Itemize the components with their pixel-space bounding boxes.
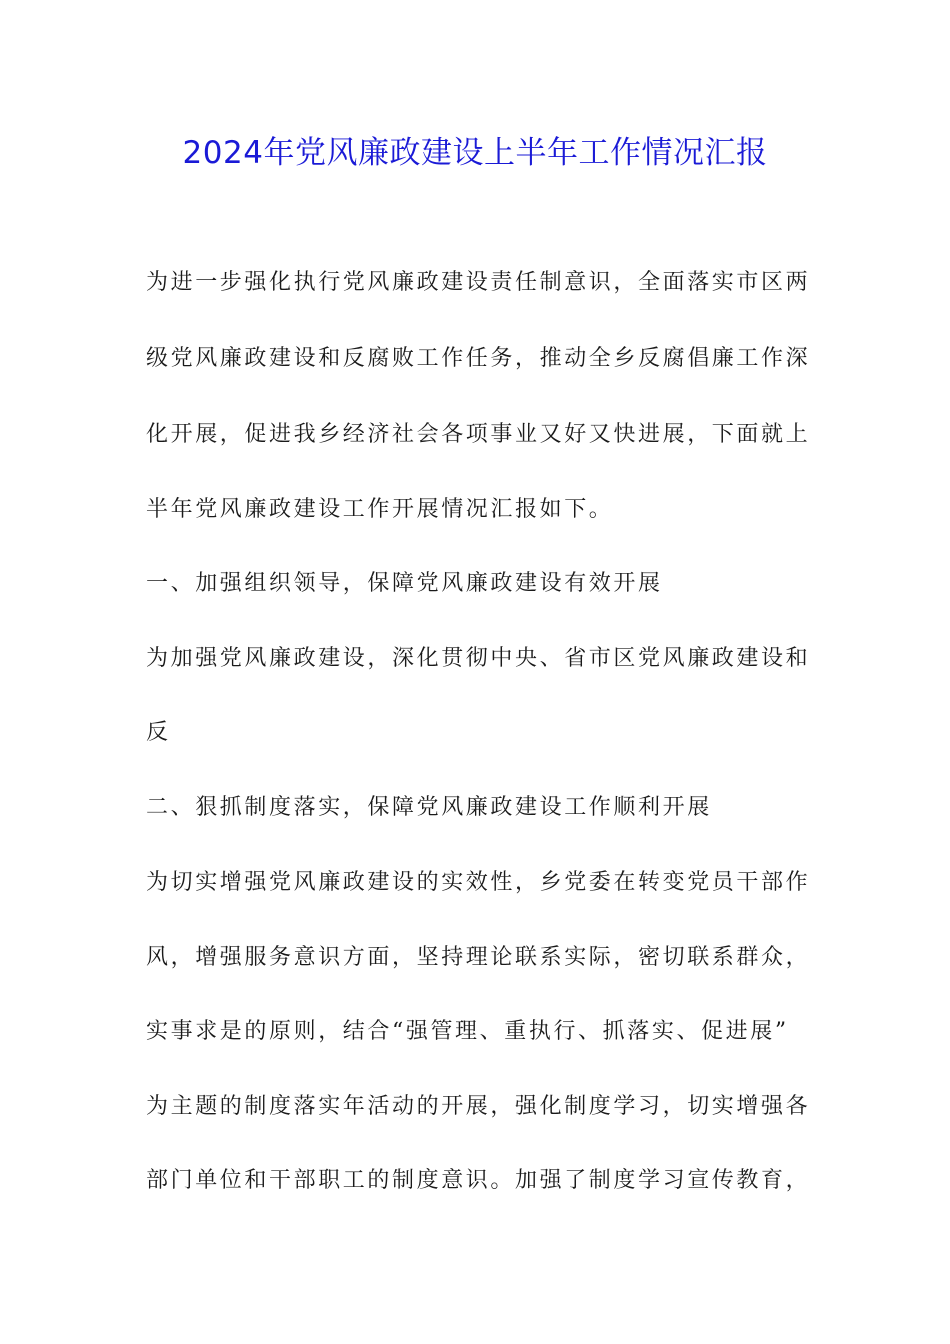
section-heading-1: 一、加强组织领导，保障党风廉政建设有效开展 [146, 571, 663, 596]
paragraph-line: 部门单位和干部职工的制度意识。加强了制度学习宣传教育， [146, 1168, 811, 1193]
paragraph-line: 为进一步强化执行党风廉政建设责任制意识，全面落实市区两 [146, 270, 811, 295]
paragraph-line: 实事求是的原则，结合“强管理、重执行、抓落实、促进展” [146, 1019, 789, 1044]
section-heading-2: 二、狠抓制度落实，保障党风廉政建设工作顺利开展 [146, 795, 712, 820]
paragraph-line: 级党风廉政建设和反腐败工作任务，推动全乡反腐倡廉工作深 [146, 346, 811, 371]
paragraph-line: 为切实增强党风廉政建设的实效性，乡党委在转变党员干部作 [146, 870, 811, 895]
paragraph-line: 为主题的制度落实年活动的开展，强化制度学习，切实增强各 [146, 1094, 811, 1119]
paragraph-line: 化开展，促进我乡经济社会各项事业又好又快进展，下面就上 [146, 422, 811, 447]
paragraph-line: 为加强党风廉政建设，深化贯彻中央、省市区党风廉政建设和 [146, 646, 811, 671]
paragraph-line: 半年党风廉政建设工作开展情况汇报如下。 [146, 497, 614, 522]
document-title: 2024年党风廉政建设上半年工作情况汇报 [182, 135, 768, 171]
paragraph-line: 风，增强服务意识方面，坚持理论联系实际，密切联系群众， [146, 945, 811, 970]
paragraph-line: 反 [146, 720, 171, 745]
